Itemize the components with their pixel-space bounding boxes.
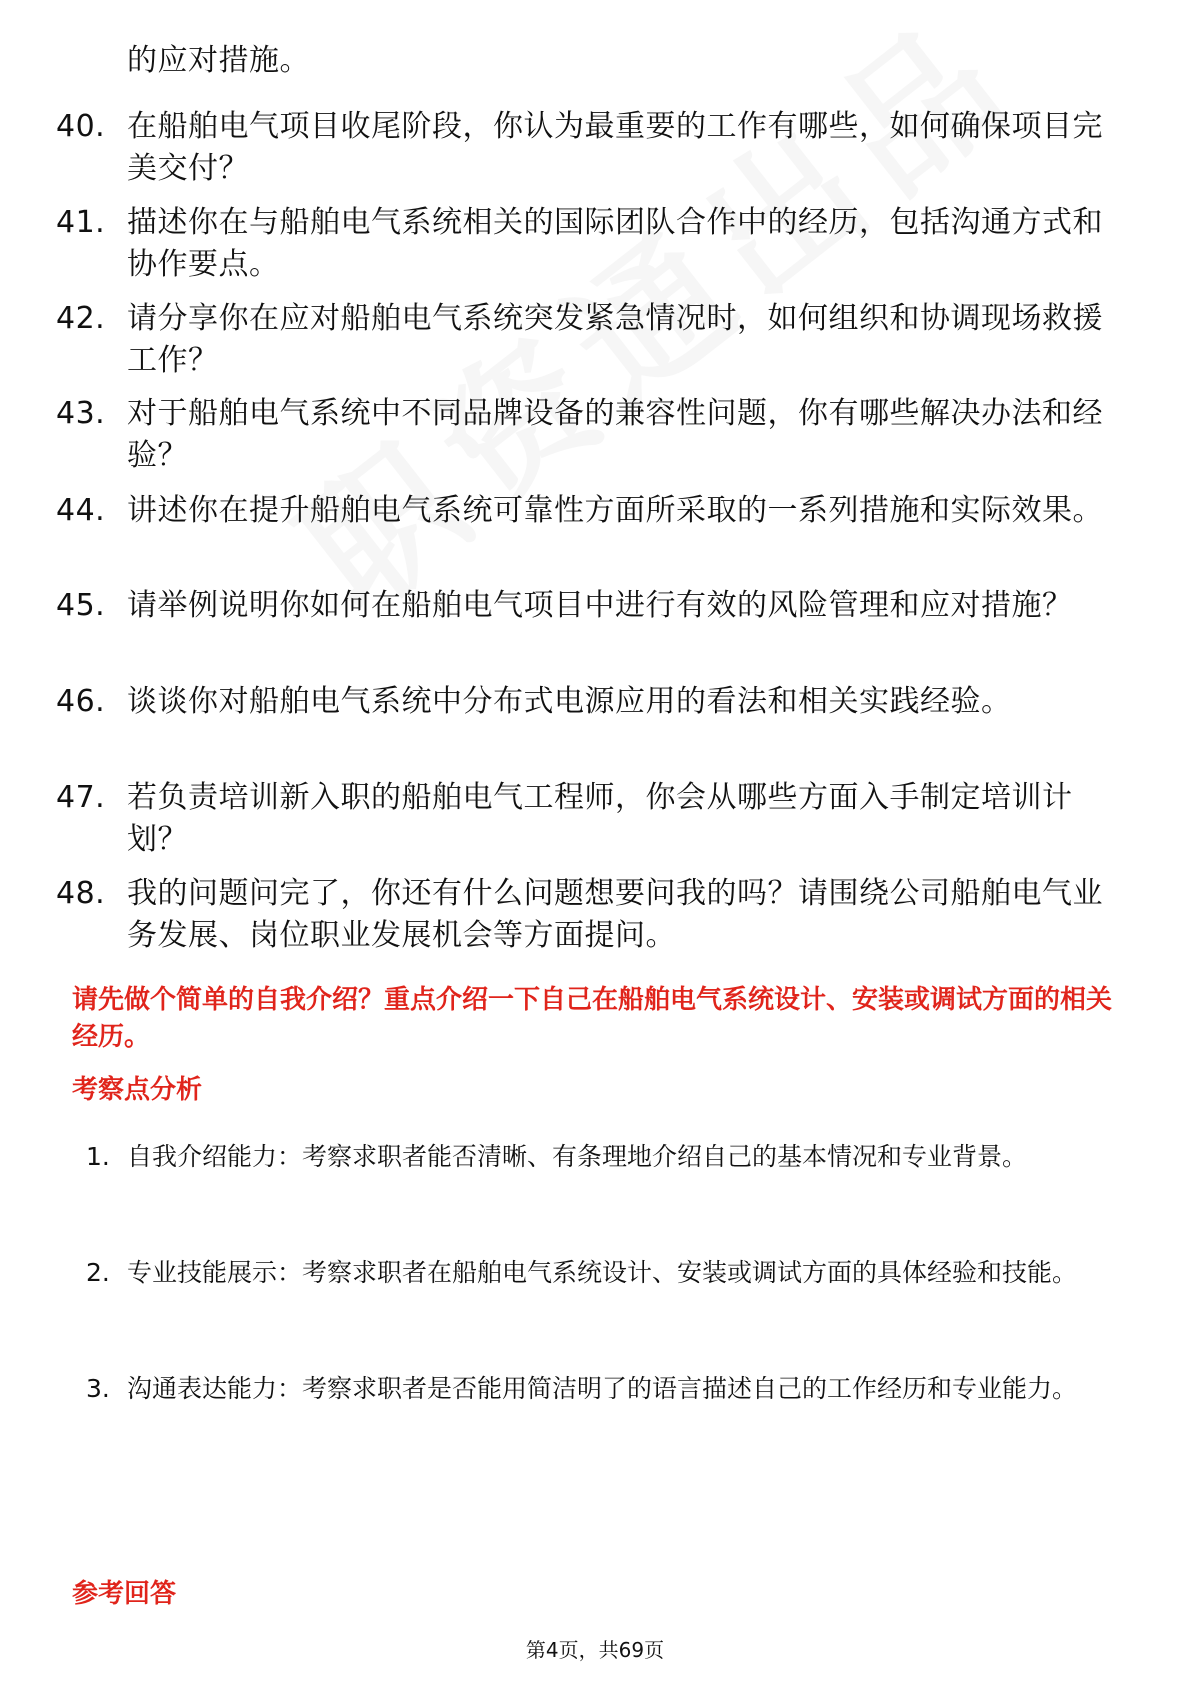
question-text: 若负责培训新入职的船舶电气工程师，你会从哪些方面入手制定培训计划？: [127, 780, 1073, 857]
question-number: 43.: [56, 396, 106, 431]
analysis-number: 3.: [86, 1374, 110, 1403]
question-number: 44.: [56, 493, 106, 528]
continuation-text: 的应对措施。: [127, 43, 310, 78]
question-text: 请举例说明你如何在船舶电气项目中进行有效的风险管理和应对措施？: [127, 588, 1073, 623]
analysis-text: 自我介绍能力：考察求职者能否清晰、有条理地介绍自己的基本情况和专业背景。: [127, 1142, 1028, 1171]
question-number: 47.: [56, 780, 106, 815]
highlight-question: 请先做个简单的自我介绍？重点介绍一下自己在船舶电气系统设计、安装或调试方面的相关经历。: [72, 985, 1113, 1052]
page-number: 第4页，共69页: [525, 1638, 665, 1662]
question-number: 41.: [56, 205, 106, 240]
question-text: 谈谈你对船舶电气系统中分布式电源应用的看法和相关实践经验。: [127, 684, 1012, 719]
question-text: 对于船舶电气系统中不同品牌设备的兼容性问题，你有哪些解决办法和经验？: [127, 396, 1103, 473]
analysis-number: 1.: [86, 1142, 110, 1171]
question-text: 请分享你在应对船舶电气系统突发紧急情况时，如何组织和协调现场救援工作？: [127, 301, 1103, 378]
analysis-text: 专业技能展示：考察求职者在船舶电气系统设计、安装或调试方面的具体经验和技能。: [127, 1258, 1078, 1287]
question-number: 40.: [56, 109, 106, 144]
question-text: 我的问题问完了，你还有什么问题想要问我的吗？请围绕公司船舶电气业务发展、岗位职业发展机会等方面提问。: [127, 876, 1103, 953]
question-text: 在船舶电气项目收尾阶段，你认为最重要的工作有哪些，如何确保项目完美交付？: [127, 109, 1103, 186]
question-number: 46.: [56, 684, 106, 719]
question-number: 48.: [56, 876, 106, 911]
analysis-heading: 考察点分析: [72, 1075, 203, 1105]
question-number: 42.: [56, 301, 106, 336]
analysis-text: 沟通表达能力：考察求职者是否能用简洁明了的语言描述自己的工作经历和专业能力。: [127, 1374, 1078, 1403]
question-text: 讲述你在提升船舶电气系统可靠性方面所采取的一系列措施和实际效果。: [127, 493, 1103, 528]
question-text: 描述你在与船舶电气系统相关的国际团队合作中的经历，包括沟通方式和协作要点。: [127, 205, 1103, 282]
analysis-number: 2.: [86, 1258, 110, 1287]
question-number: 45.: [56, 588, 106, 623]
reference-heading: 参考回答: [72, 1579, 177, 1609]
